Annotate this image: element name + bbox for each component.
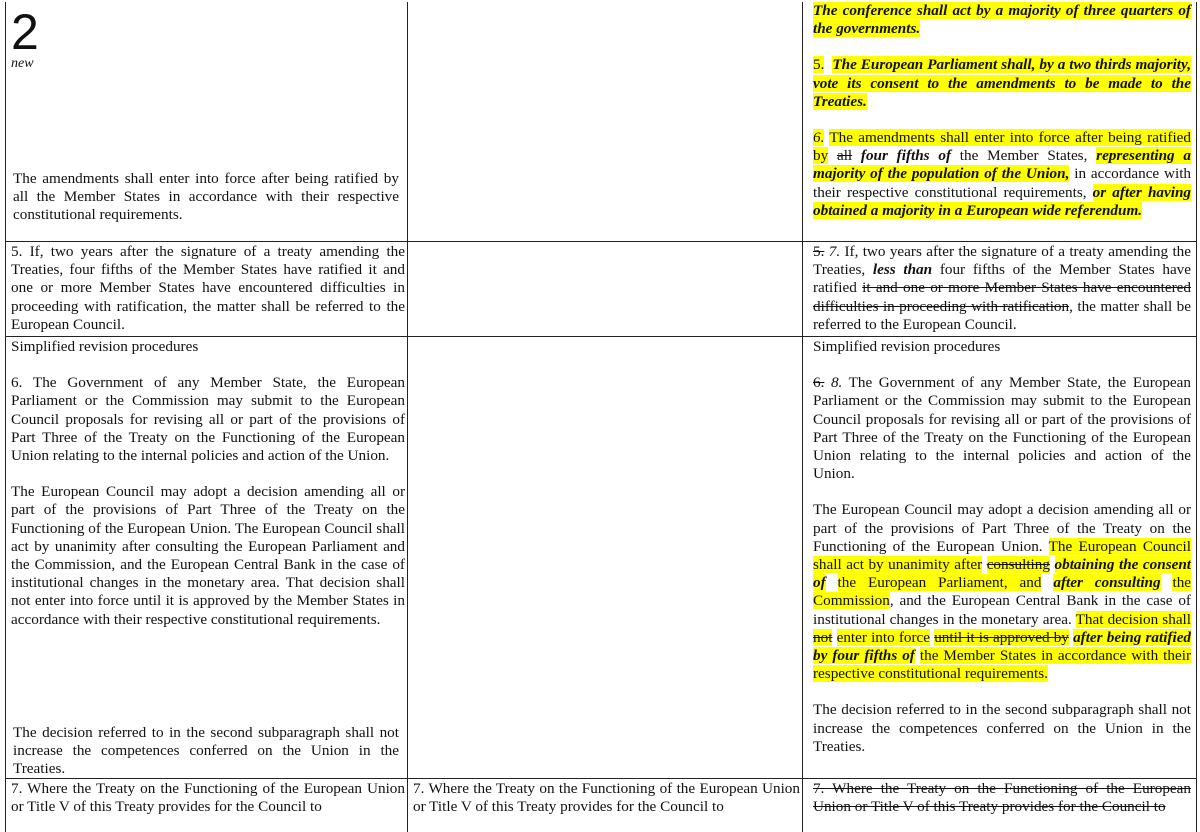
row3-new-number: 8. <box>830 374 843 392</box>
row2-less-than: less than <box>872 261 933 279</box>
row3-obtaining-consent: obtaining the consent of <box>813 556 1192 592</box>
conference-text: The conference shall act by a majority of three quarters of the governments. <box>813 2 1191 38</box>
comparison-table <box>5 2 1197 832</box>
row1-left-cell <box>9 2 407 241</box>
table-border-left <box>5 2 6 832</box>
p6-text-a: The amendments shall enter into force after being ratified by <box>813 129 1191 165</box>
page-label: new <box>11 56 34 71</box>
row3-right-p2-d: , and the European Central Bank in the case of institutional changes in the monetary area. <box>813 592 1191 628</box>
p5-text: The European Parliament shall, by a two thirds majority, vote its consent to the amendments to be made to the Treaties. <box>813 56 1192 110</box>
row4-mid-cell <box>411 780 802 824</box>
p6-four-fifths: four fifths of <box>860 147 952 165</box>
row3-left-p2: The European Council may adopt a decision amending all or part of the provisions of Part Three of the Treaty on the Functioning of the European Union. The European Council shall act by unanimity after consulting the European Parliament and the Commission, and the European Central Bank in the case of institutional changes in the monetary area. That decision shall not enter into force until it is approved by the Member States in accordance with their respective constitutional requirements. <box>11 483 405 628</box>
row4-left-text: 7. Where the Treaty on the Functioning of the European Union or Title V of this Treaty provides for the Council to <box>11 780 405 816</box>
row3-right-heading: Simplified revision procedures <box>813 338 1001 355</box>
row4-right-struck-text: 7. Where the Treaty on the Functioning of the European Union or Title V of this Treaty provides for the Council to <box>813 780 1191 816</box>
row3-struck-number: 6. <box>813 374 825 392</box>
row3-left-p3: The decision referred to in the second subparagraph shall not increase the competences conferred on the Union in the Treaties. <box>13 724 399 778</box>
p6-representing: representing a majority of the population of the Union, <box>813 147 1191 183</box>
row2-struck-number: 5. <box>813 243 825 260</box>
row3-right-p2-b: The European Council shall act by unanimity after <box>813 537 1191 574</box>
row3-left-heading: Simplified revision procedures <box>11 338 199 355</box>
row3-struck-consulting: consulting <box>986 556 1050 574</box>
p6-text-c: in accordance with their respective constitutional requirements, <box>813 165 1192 201</box>
row3-struck-not: not <box>813 628 833 646</box>
row3-right-p3: The decision referred to in the second subparagraph shall not increase the competences conferred on the Union in the Treaties. <box>813 701 1191 755</box>
row-divider-1 <box>5 241 1197 242</box>
row3-right-p2-a: The European Council may adopt a decision amending all or part of the provisions of Part Three of the Treaty on the Functioning of the European Union. <box>813 501 1191 555</box>
row3-commission: the Commission <box>813 574 1192 610</box>
row2-left-cell <box>9 243 407 336</box>
row2-text-c: , the matter shall be referred to the European Council. <box>813 297 1191 333</box>
row3-left-p1: 6. The Government of any Member State, the European Parliament or the Commission may submit to the European Council proposals for revising all or part of the provisions of Part Three of the Treaty on the Functioning of the European Union relating to the internal policies and action of the Union. <box>11 374 405 465</box>
p6-struck-all: all <box>836 147 853 165</box>
row3-right-p1: The Government of any Member State, the European Parliament or the Commission may submit to the European Council proposals for revising all or part of the provisions of Part Three of the Treaty on the Functioning of the European Union relating to the internal policies and action of the Union. <box>813 374 1192 483</box>
row2-struck-text: it and one or more Member States have encountered difficulties in proceeding with ratification <box>813 279 1191 315</box>
row3-struck-until: until it is approved by <box>934 628 1069 646</box>
row2-right-cell <box>811 243 1193 336</box>
row3-right-p2-c: the European Parliament, and <box>837 574 1042 592</box>
row2-text-a: If, two years after the signature of a treaty amending the Treaties, <box>813 243 1192 279</box>
row3-left-cell <box>9 338 407 778</box>
p6-number: 6. <box>813 129 825 147</box>
page-number: 2 <box>11 4 39 60</box>
p6-referendum: or after having obtained a majority in a European wide referendum. <box>813 183 1191 219</box>
row1-right-cell <box>811 2 1193 241</box>
row2-left-text: 5. If, two years after the signature of a treaty amending the Treaties, four fifths of the Member States have ratified it and one or more Member States have encountered difficulties in proceeding with ratification, the matter shall be referred to the European Council. <box>11 243 405 333</box>
column-divider-1 <box>407 2 408 832</box>
row3-after-consulting: after consulting <box>1053 574 1161 592</box>
table-border-right <box>1196 2 1197 832</box>
row2-text-b: four fifths of the Member States have ratified <box>813 261 1192 297</box>
row3-right-cell <box>811 338 1193 778</box>
row3-ratified: after being ratified by four fifths of <box>813 628 1192 665</box>
row-divider-2 <box>5 336 1197 337</box>
row3-that-decision: That decision shall <box>1075 610 1191 628</box>
row2-new-number: 7. <box>828 243 841 260</box>
p5-number: 5. <box>813 56 825 74</box>
row4-right-cell <box>811 780 1193 824</box>
row1-left-text: The amendments shall enter into force after being ratified by all the Member States in accordance with their respective constitutional requirements. <box>13 170 399 224</box>
row4-left-cell <box>9 780 407 824</box>
row3-right-p2-e: the Member States in accordance with their respective constitutional requirements. <box>813 647 1192 683</box>
column-divider-2 <box>802 2 803 832</box>
row3-enter-force: enter into force <box>836 628 931 646</box>
p6-text-b: the Member States, <box>959 147 1088 165</box>
row4-mid-text: 7. Where the Treaty on the Functioning of the European Union or Title V of this Treaty provides for the Council to <box>413 780 800 816</box>
